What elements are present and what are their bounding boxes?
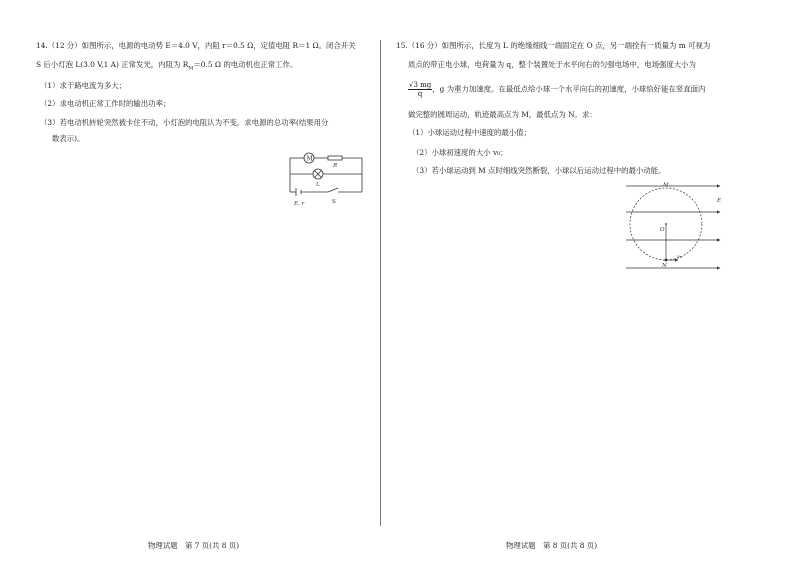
motor-label: M — [306, 155, 313, 163]
q15-line3-end: ，g 为重力加速度。在最低点给小球一个水平向右的初速度，小球恰好能在竖直面内 — [432, 84, 706, 94]
fraction-denominator: q — [417, 90, 423, 98]
q14-sub1: （1）求干路电流为多大； — [40, 81, 127, 90]
velocity-label: v₀ — [677, 254, 682, 260]
field-circle-diagram — [620, 180, 726, 278]
q15-line1: 15.（16 分）如图所示，长度为 L 的绝缘细线一端固定在 O 点，另一端拴有一质量为 m 可视为 — [396, 41, 711, 50]
q14-line1: 14.（12 分）如图所示，电源的电动势 E＝4.0 V，内阻 r＝0.5 Ω，定值电阻 R＝1 Ω。闭合开关 — [36, 41, 356, 50]
field-strength-fraction — [408, 81, 432, 98]
q15-line2: 质点的带正电小球，电荷量为 q，整个装置处于水平向右的匀强电场中，电场强度大小为 — [408, 60, 696, 69]
fraction-numerator: √3 mg — [409, 81, 432, 89]
q14-line2-start: S 后小灯泡 L(3.0 V,1 A) 正常发光，内阻为 R — [36, 60, 189, 69]
q15-line4: 做完整的圆周运动，轨迹最高点为 M，最低点为 N。求： — [408, 110, 597, 119]
point-m-label: M — [663, 182, 669, 189]
point-n-label: N — [662, 263, 667, 269]
q15-line3 — [408, 81, 705, 98]
q14-line2-end: ＝0.5 Ω 的电动机也正常工作。 — [193, 60, 298, 69]
point-o-label: O — [660, 227, 665, 233]
left-page-footer: 物理试题 第 7 页(共 8 页) — [148, 541, 240, 550]
q14-line2-sub: M — [188, 65, 194, 72]
field-e-label: E — [717, 198, 722, 204]
resistor-label: R — [333, 163, 338, 169]
source-label: E, r — [294, 201, 305, 207]
switch-label: S — [332, 199, 336, 205]
q15-sub3: （3）若小球运动到 M 点时细线突然断裂，小球以后运动过程中的最小动能。 — [412, 166, 666, 175]
q14-sub3a: （3）若电动机转轮突然被卡住不动，小灯泡的电阻认为不变，求电源的总功率(结果用分 — [40, 118, 329, 127]
q15-sub2: （2）小球初速度的大小 v₀； — [412, 148, 508, 157]
q14-sub2: （2）求电动机正常工作时的输出功率； — [40, 99, 171, 108]
lamp-label: L — [316, 182, 320, 188]
q15-sub1: （1）小球运动过程中速度的最小值； — [408, 128, 531, 137]
q14-sub3b: 数表示)。 — [52, 134, 85, 143]
right-page-footer: 物理试题 第 8 页(共 8 页) — [506, 541, 598, 550]
